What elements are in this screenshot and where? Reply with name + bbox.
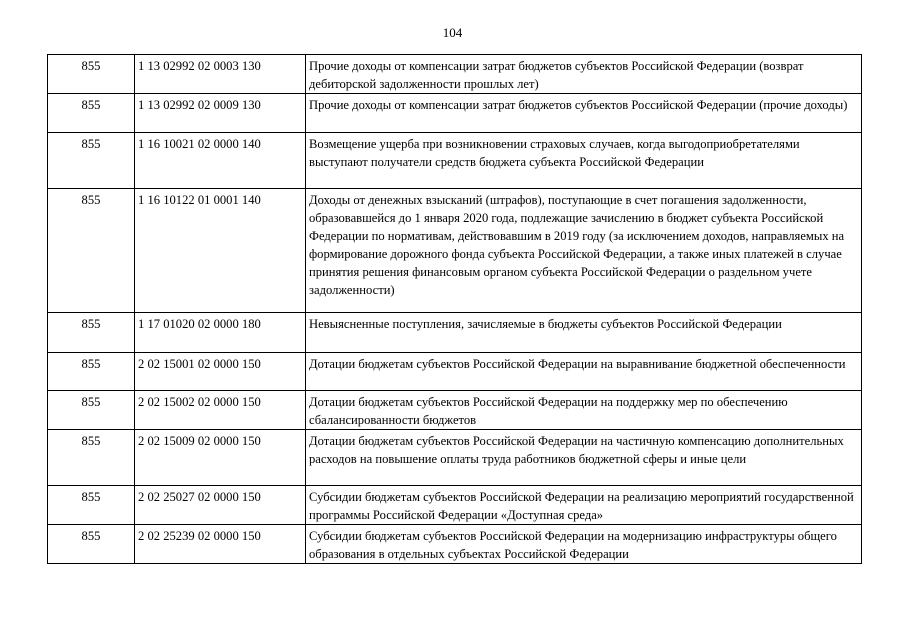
budget-code-cell: 2 02 15002 02 0000 150	[135, 391, 306, 430]
revenue-name-cell: Невыясненные поступления, зачисляемые в бюджеты субъектов Российской Федерации	[306, 313, 862, 353]
revenue-name-cell: Субсидии бюджетам субъектов Российской Федерации на модернизацию инфраструктуры общего образования в отдельных субъектах Российской Федерации	[306, 525, 862, 564]
table-row	[48, 189, 862, 313]
admin-code-cell: 855	[48, 189, 135, 313]
page-number: 104	[442, 25, 463, 40]
table-row	[48, 313, 862, 353]
table-row	[48, 430, 862, 486]
table-row	[48, 133, 862, 189]
table-row	[48, 94, 862, 133]
revenue-name-cell: Дотации бюджетам субъектов Российской Федерации на выравнивание бюджетной обеспеченности	[306, 353, 862, 391]
budget-code-cell: 2 02 15009 02 0000 150	[135, 430, 306, 486]
admin-code-cell: 855	[48, 55, 135, 94]
admin-code-cell: 855	[48, 353, 135, 391]
budget-code-cell: 2 02 25027 02 0000 150	[135, 486, 306, 525]
table-row	[48, 486, 862, 525]
admin-code-cell: 855	[48, 391, 135, 430]
revenue-name-cell: Дотации бюджетам субъектов Российской Федерации на частичную компенсацию дополнительных расходов на повышение оплаты труда работников бюджетной сферы и иные цели	[306, 430, 862, 486]
revenue-name-cell: Возмещение ущерба при возникновении страховых случаев, когда выгодоприобретателями выступают получатели средств бюджета субъекта Российской Федерации	[306, 133, 862, 189]
revenue-name-cell: Доходы от денежных взысканий (штрафов), поступающие в счет погашения задолженности, образовавшейся до 1 января 2020 года, подлежащие зачислению в бюджет субъекта Российской Федерации по нормативам, действовавшим в 2019 году (за исключением доходов, направляемых на формирование дорожного фонда субъекта Российской Федерации, а также иных платежей в случае принятия решения финансовым органом субъекта Российской Федерации о раздельном учете задолженности)	[306, 189, 862, 313]
budget-code-cell: 2 02 15001 02 0000 150	[135, 353, 306, 391]
admin-code-cell: 855	[48, 486, 135, 525]
admin-code-cell: 855	[48, 94, 135, 133]
budget-code-cell: 1 16 10021 02 0000 140	[135, 133, 306, 189]
revenue-name-cell: Прочие доходы от компенсации затрат бюджетов субъектов Российской Федерации (прочие доходы)	[306, 94, 862, 133]
budget-code-cell: 1 16 10122 01 0001 140	[135, 189, 306, 313]
admin-code-cell: 855	[48, 430, 135, 486]
budget-code-cell: 2 02 25239 02 0000 150	[135, 525, 306, 564]
revenue-codes-table	[47, 54, 862, 564]
revenue-name-cell: Прочие доходы от компенсации затрат бюджетов субъектов Российской Федерации (возврат дебиторской задолженности прошлых лет)	[306, 55, 862, 94]
table-row	[48, 391, 862, 430]
budget-code-cell: 1 17 01020 02 0000 180	[135, 313, 306, 353]
table-row	[48, 525, 862, 564]
table-row	[48, 55, 862, 94]
budget-code-cell: 1 13 02992 02 0003 130	[135, 55, 306, 94]
revenue-name-cell: Дотации бюджетам субъектов Российской Федерации на поддержку мер по обеспечению сбалансированности бюджетов	[306, 391, 862, 430]
table-row	[48, 353, 862, 391]
admin-code-cell: 855	[48, 525, 135, 564]
admin-code-cell: 855	[48, 133, 135, 189]
admin-code-cell: 855	[48, 313, 135, 353]
budget-code-cell: 1 13 02992 02 0009 130	[135, 94, 306, 133]
revenue-name-cell: Субсидии бюджетам субъектов Российской Федерации на реализацию мероприятий государственной программы Российской Федерации «Доступная среда»	[306, 486, 862, 525]
